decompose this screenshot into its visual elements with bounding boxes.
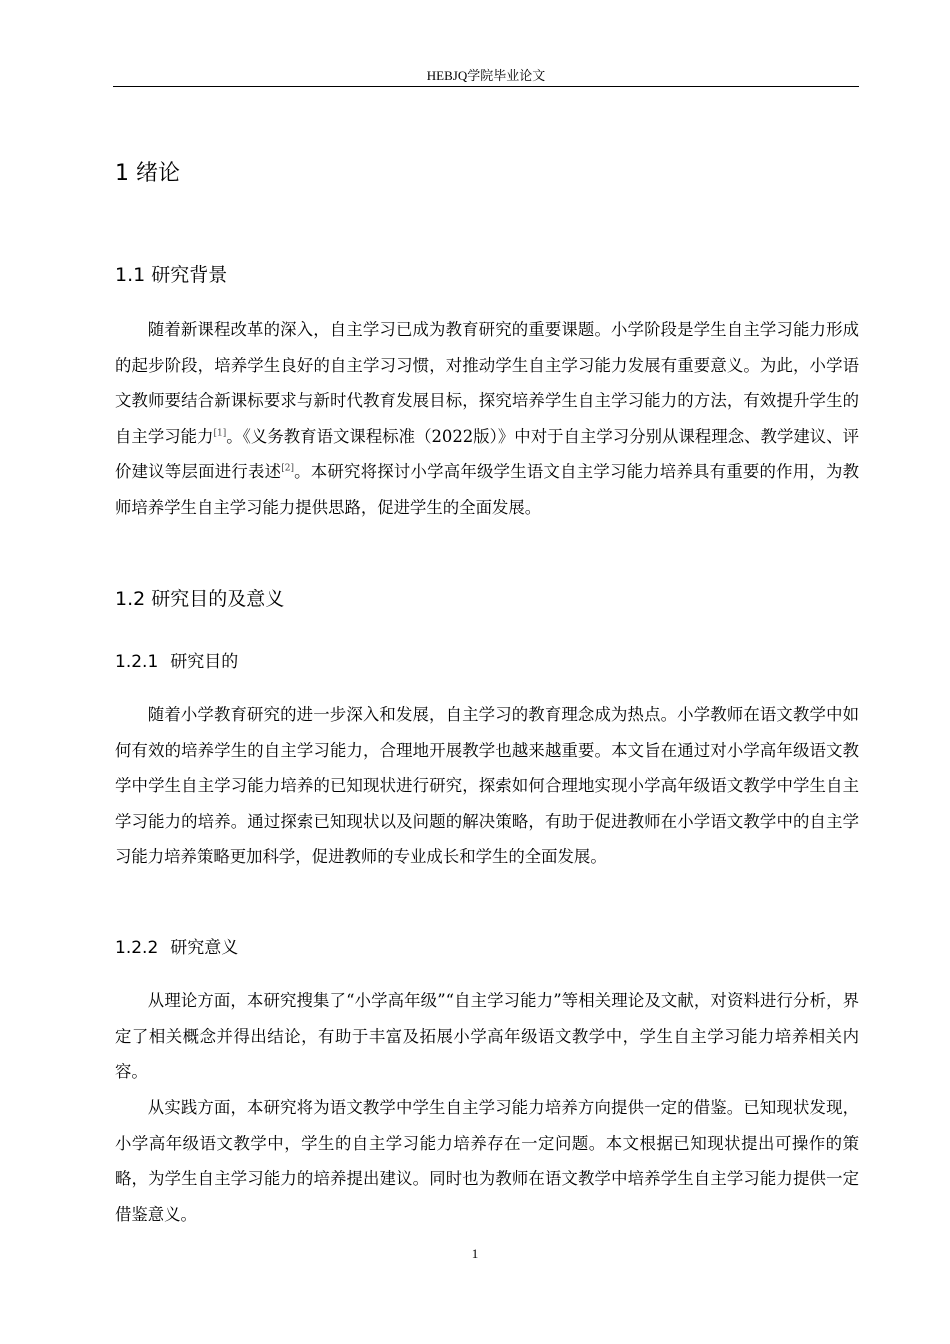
subsection-number-1-2-1: 1.2.1 [115,652,159,672]
paragraph-background-part3: 。本研究将探讨小学高年级学生语文自主学习能力培养具有重要的作用，为教师培养学生自主学习能力提供思路，促进学生的全面发展。 [115,462,860,517]
paragraph-background [115,312,859,525]
subsection-label-1-2-2: 研究意义 [170,938,239,958]
header-title: HEBJQ学院毕业论文 [426,68,546,83]
page-number: 1 [471,1246,479,1261]
subsection-title-1-2-1 [115,648,238,676]
chapter-title: 1 绪论 [115,161,180,186]
subsection-title-1-2-2 [115,934,238,962]
paragraph-background-part2: 。《义务教育语文课程标准（2022版）》中对于自主学习分别从课程理念、教学建议、评价建议等层面进行表述 [115,426,859,481]
subsection-label-1-2-1: 研究目的 [170,652,239,672]
paragraph-purpose: 随着小学教育研究的进一步深入和发展，自主学习的教育理念成为热点。小学教师在语文教学中如何有效的培养学生的自主学习能力，合理地开展教学也越来越重要。本文旨在通过对小学高年级语文教学中学生自主学习能力培养的已知现状进行研究，探索如何合理地实现小学高年级语文教学中学生自主学习能力的培养。通过探索已知现状以及问题的解决策略，有助于促进教师在小学语文教学中的自主学习能力培养策略更加科学，促进教师的专业成长和学生的全面发展。 [115,705,859,866]
citation-ref-1: [1] [213,428,227,439]
citation-ref-2: [2] [281,463,294,474]
subsection-number-1-2-2: 1.2.2 [115,938,159,958]
paragraph-background-part1: 随着新课程改革的深入，自主学习已成为教育研究的重要课题。小学阶段是学生自主学习能力形成的起步阶段，培养学生良好的自主学习习惯，对推动学生自主学习能力发展有重要意义。为此，小学语文教师要结合新课标要求与新时代教育发展目标，探究培养学生自主学习能力的方法，有效提升学生的自主学习能力 [115,320,859,446]
section-title-1-2: 1.2 研究目的及意义 [115,588,285,610]
page-header [113,66,859,87]
section-title-1-1: 1.1 研究背景 [115,264,228,286]
paragraph-significance-theory: 从理论方面，本研究搜集了“小学高年级”“自主学习能力”等相关理论及文献，对资料进行分析，界定了相关概念并得出结论，有助于丰富及拓展小学高年级语文教学中，学生自主学习能力培养相关内容。 [115,991,859,1081]
paragraph-significance-practice: 从实践方面，本研究将为语文教学中学生自主学习能力培养方向提供一定的借鉴。已知现状发现，小学高年级语文教学中，学生的自主学习能力培养存在一定问题。本文根据已知现状提出可操作的策略，为学生自主学习能力的培养提出建议。同时也为教师在语文教学中培养学生自主学习能力提供一定借鉴意义。 [115,1098,859,1224]
